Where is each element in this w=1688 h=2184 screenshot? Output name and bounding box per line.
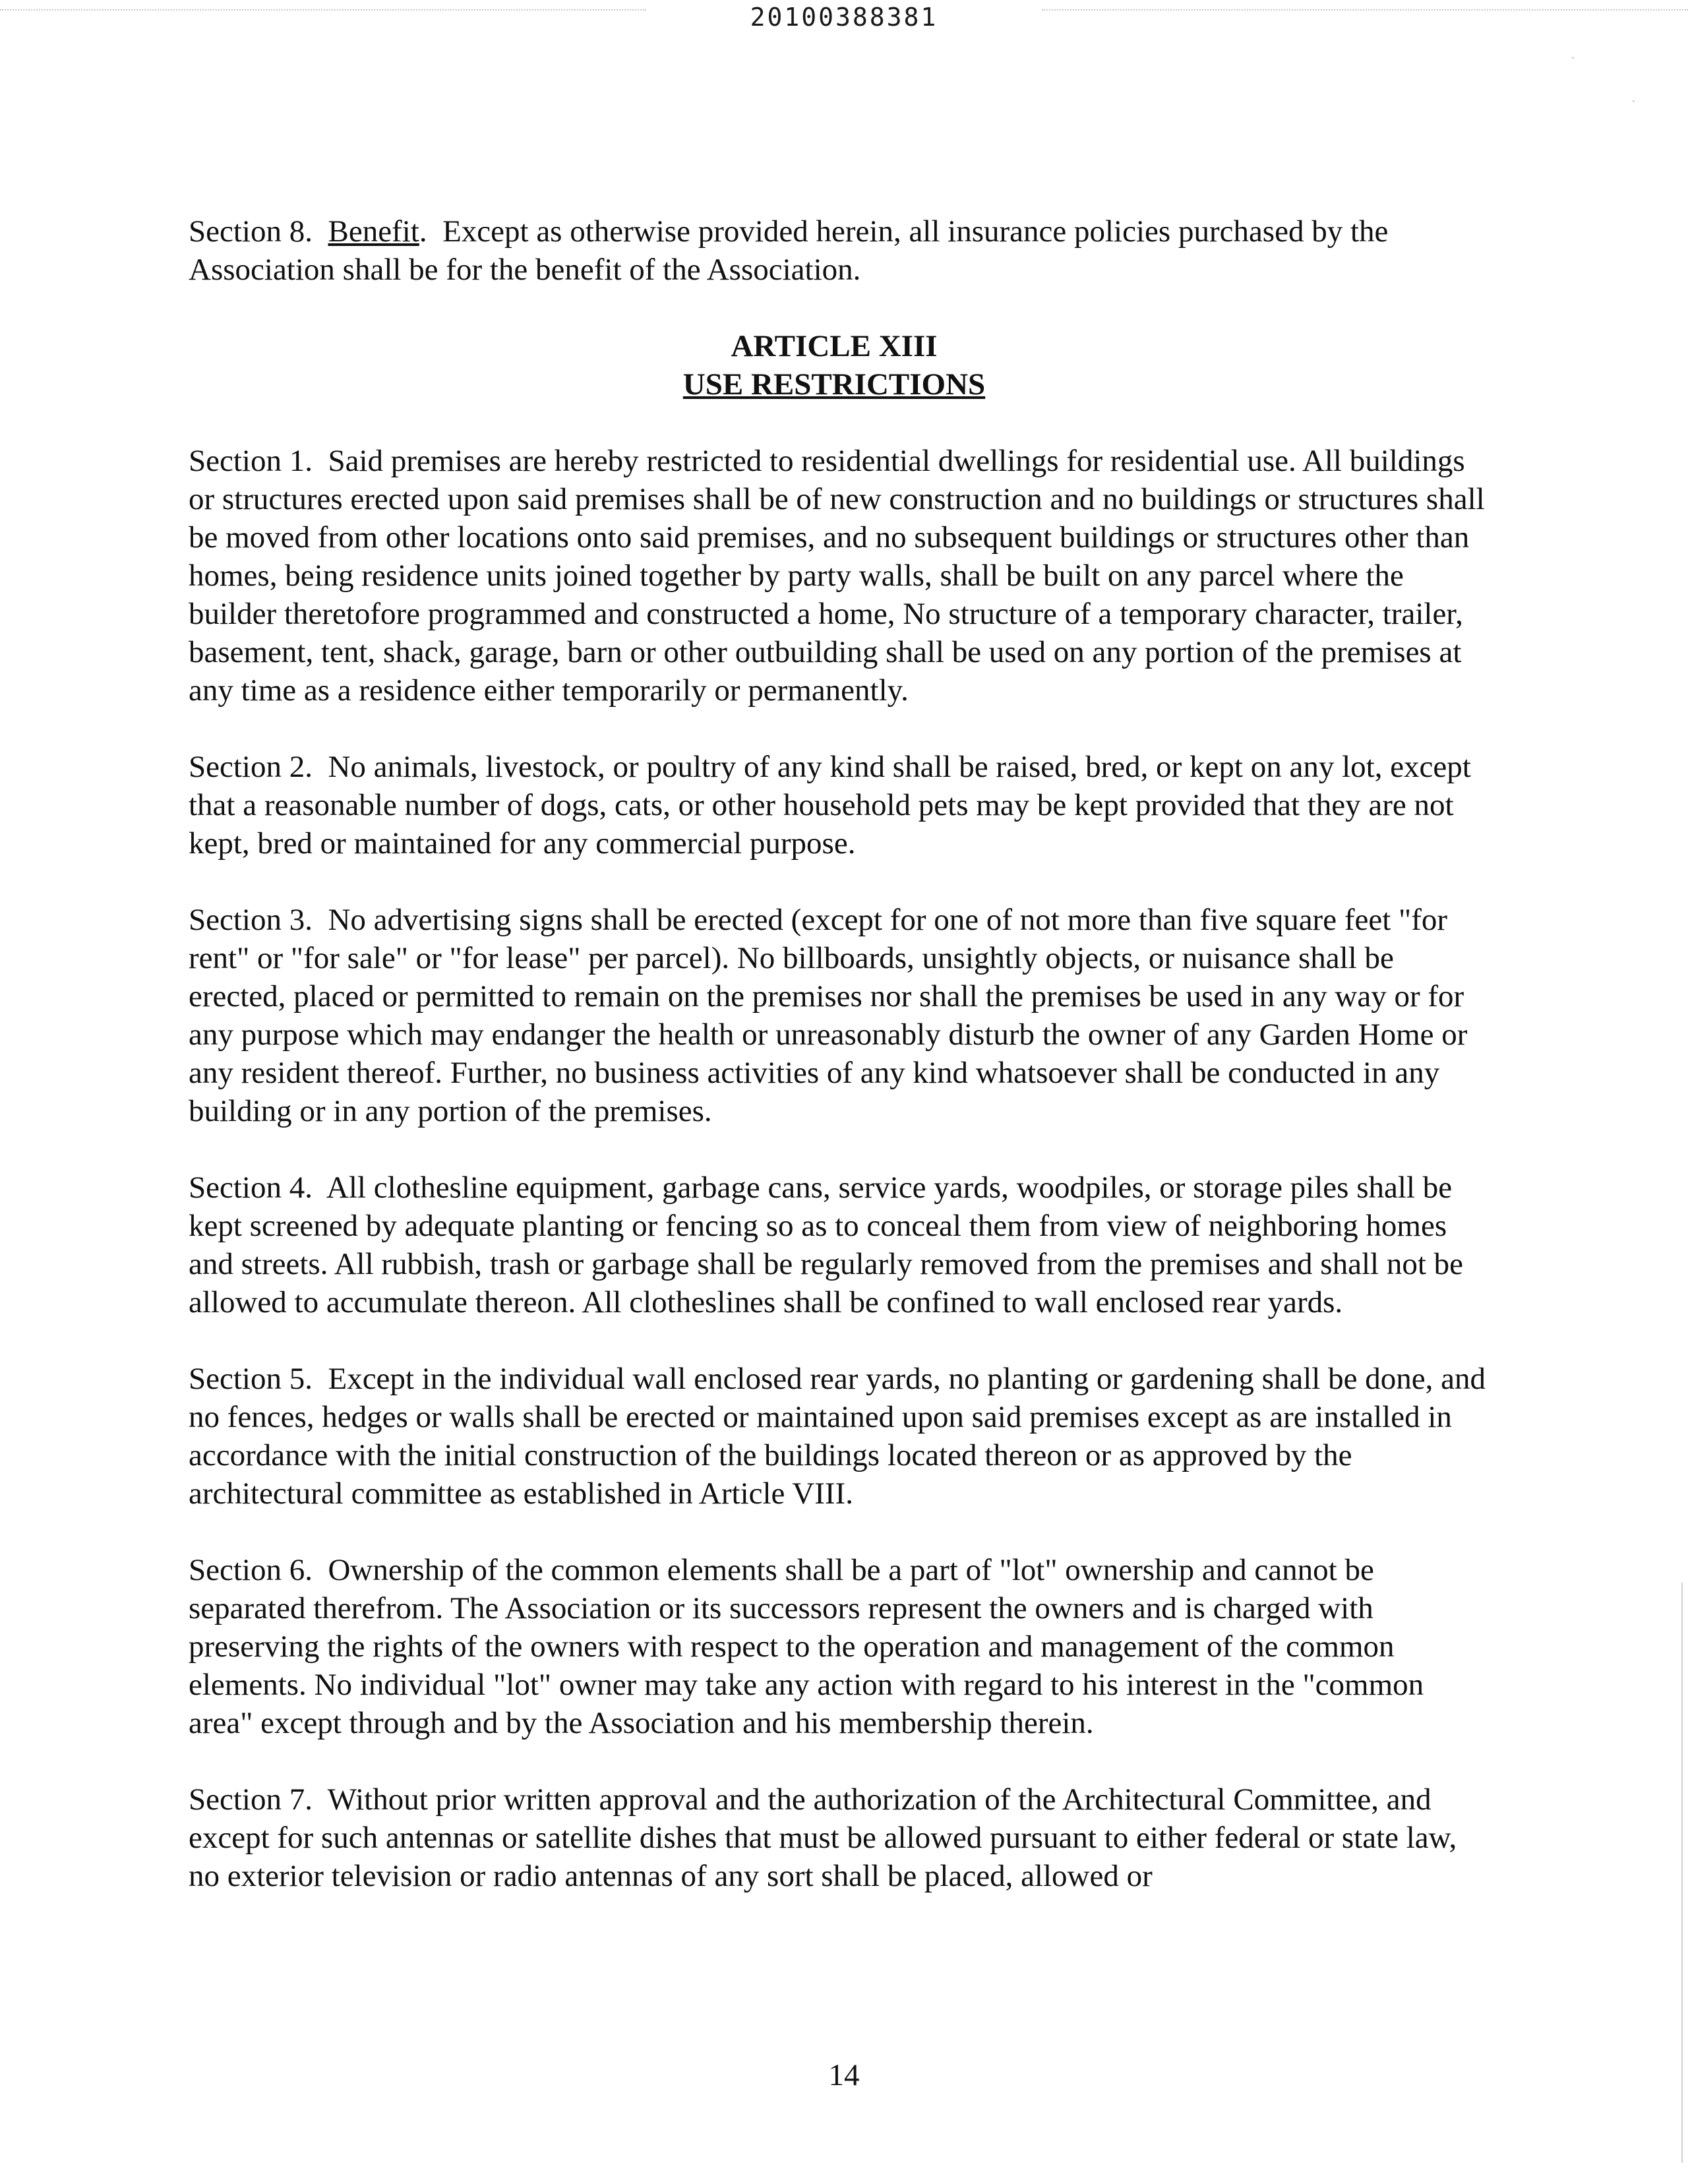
section-8-paragraph <box>189 212 1490 289</box>
section-label: Section 2. <box>189 750 313 784</box>
section-text: Without prior written approval and the authorization of the Architectural Committee, and except for such antennas or satellite dishes that must be allowed pursuant to either federal or state law, no exterior television or radio antennas of any sort shall be placed, allowed or <box>189 1782 1457 1893</box>
section-text: Said premises are hereby restricted to residential dwellings for residential use. All buildings or structures erected upon said premises shall be of new construction and no buildings or structures shall be moved from other locations onto said premises, and no subsequent buildings or structures other than homes, being residence units joined together by party walls, shall be built on any parcel where the builder theretofore programmed and constructed a home, No structure of a temporary character, trailer, basement, tent, shack, garage, barn or other outbuilding shall be used on any portion of the premises at any time as a residence either temporarily or permanently. <box>189 444 1485 708</box>
document-number: 20100388381 <box>750 3 938 32</box>
scan-speck <box>1572 57 1574 59</box>
section-label: Section 6. <box>189 1553 313 1587</box>
scan-specks <box>1569 53 1648 119</box>
section-text: No advertising signs shall be erected (except for one of not more than five square feet "for rent" or "for sale" or "for lease" per parcel). No billboards, unsightly objects, or nuisance shall be erected, placed or permitted to remain on the premises nor shall the premises be used in any way or for any purpose which may endanger the health or unreasonably disturb the owner of any Garden Home or any resident thereof. Further, no business activities of any kind whatsoever shall be conducted in any building or in any portion of the premises. <box>189 903 1468 1128</box>
section-text: Except in the individual wall enclosed rear yards, no planting or gardening shall be done, and no fences, hedges or walls shall be erected or maintained upon said premises except as are installed in accordance with the initial construction of the buildings located thereon or as approved by the architectural committee as established in Article VIII. <box>189 1362 1486 1511</box>
section-paragraph <box>189 442 1490 710</box>
section-label: Section 1. <box>189 444 313 478</box>
section-label: Section 5. <box>189 1362 313 1396</box>
section-paragraph <box>189 1360 1490 1513</box>
document-body <box>189 212 1490 1933</box>
section-label: Section 7. <box>189 1782 313 1817</box>
section-label: Section 4. <box>189 1170 313 1205</box>
page-number: 14 <box>828 2058 860 2092</box>
article-subtitle: USE RESTRICTIONS <box>682 367 986 402</box>
section-text: No animals, livestock, or poultry of any kind shall be raised, bred, or kept on any lot, except that a reasonable number of dogs, cats, or other household pets may be kept provided that they are not kept, bred or maintained for any commercial purpose. <box>189 750 1471 861</box>
scan-speck <box>1633 100 1635 102</box>
section-title: Benefit <box>328 214 419 249</box>
section-text: Ownership of the common elements shall be a part of "lot" ownership and cannot be separated therefrom. The Association or its successors represent the owners and is charged with preserving the rights of the owners with respect to the operation and management of the common elements. No individual "lot" owner may take any action with regard to his interest in the "common area" except through and by the Association and his membership therein. <box>189 1553 1424 1740</box>
article-title: ARTICLE XIII <box>731 329 938 363</box>
article-heading <box>189 327 1490 404</box>
section-text: Except as otherwise provided herein, all insurance policies purchased by the Association shall be for the benefit of the Association. <box>189 214 1389 287</box>
section-paragraph <box>189 1551 1490 1742</box>
section-paragraph <box>189 748 1490 863</box>
section-paragraph <box>189 1168 1490 1321</box>
section-label: Section 8. <box>189 214 313 249</box>
section-label: Section 3. <box>189 903 313 937</box>
section-paragraph <box>189 901 1490 1130</box>
section-paragraph <box>189 1780 1490 1895</box>
section-text: All clothesline equipment, garbage cans, service yards, woodpiles, or storage piles shall be kept screened by adequate planting or fencing so as to conceal them from view of neighboring homes and streets. All rubbish, trash or garbage shall be regularly removed from the premises and shall not be allowed to accumulate thereon. All clotheslines shall be confined to wall enclosed rear yards. <box>189 1170 1463 1320</box>
section-title-suffix: . <box>419 214 427 249</box>
